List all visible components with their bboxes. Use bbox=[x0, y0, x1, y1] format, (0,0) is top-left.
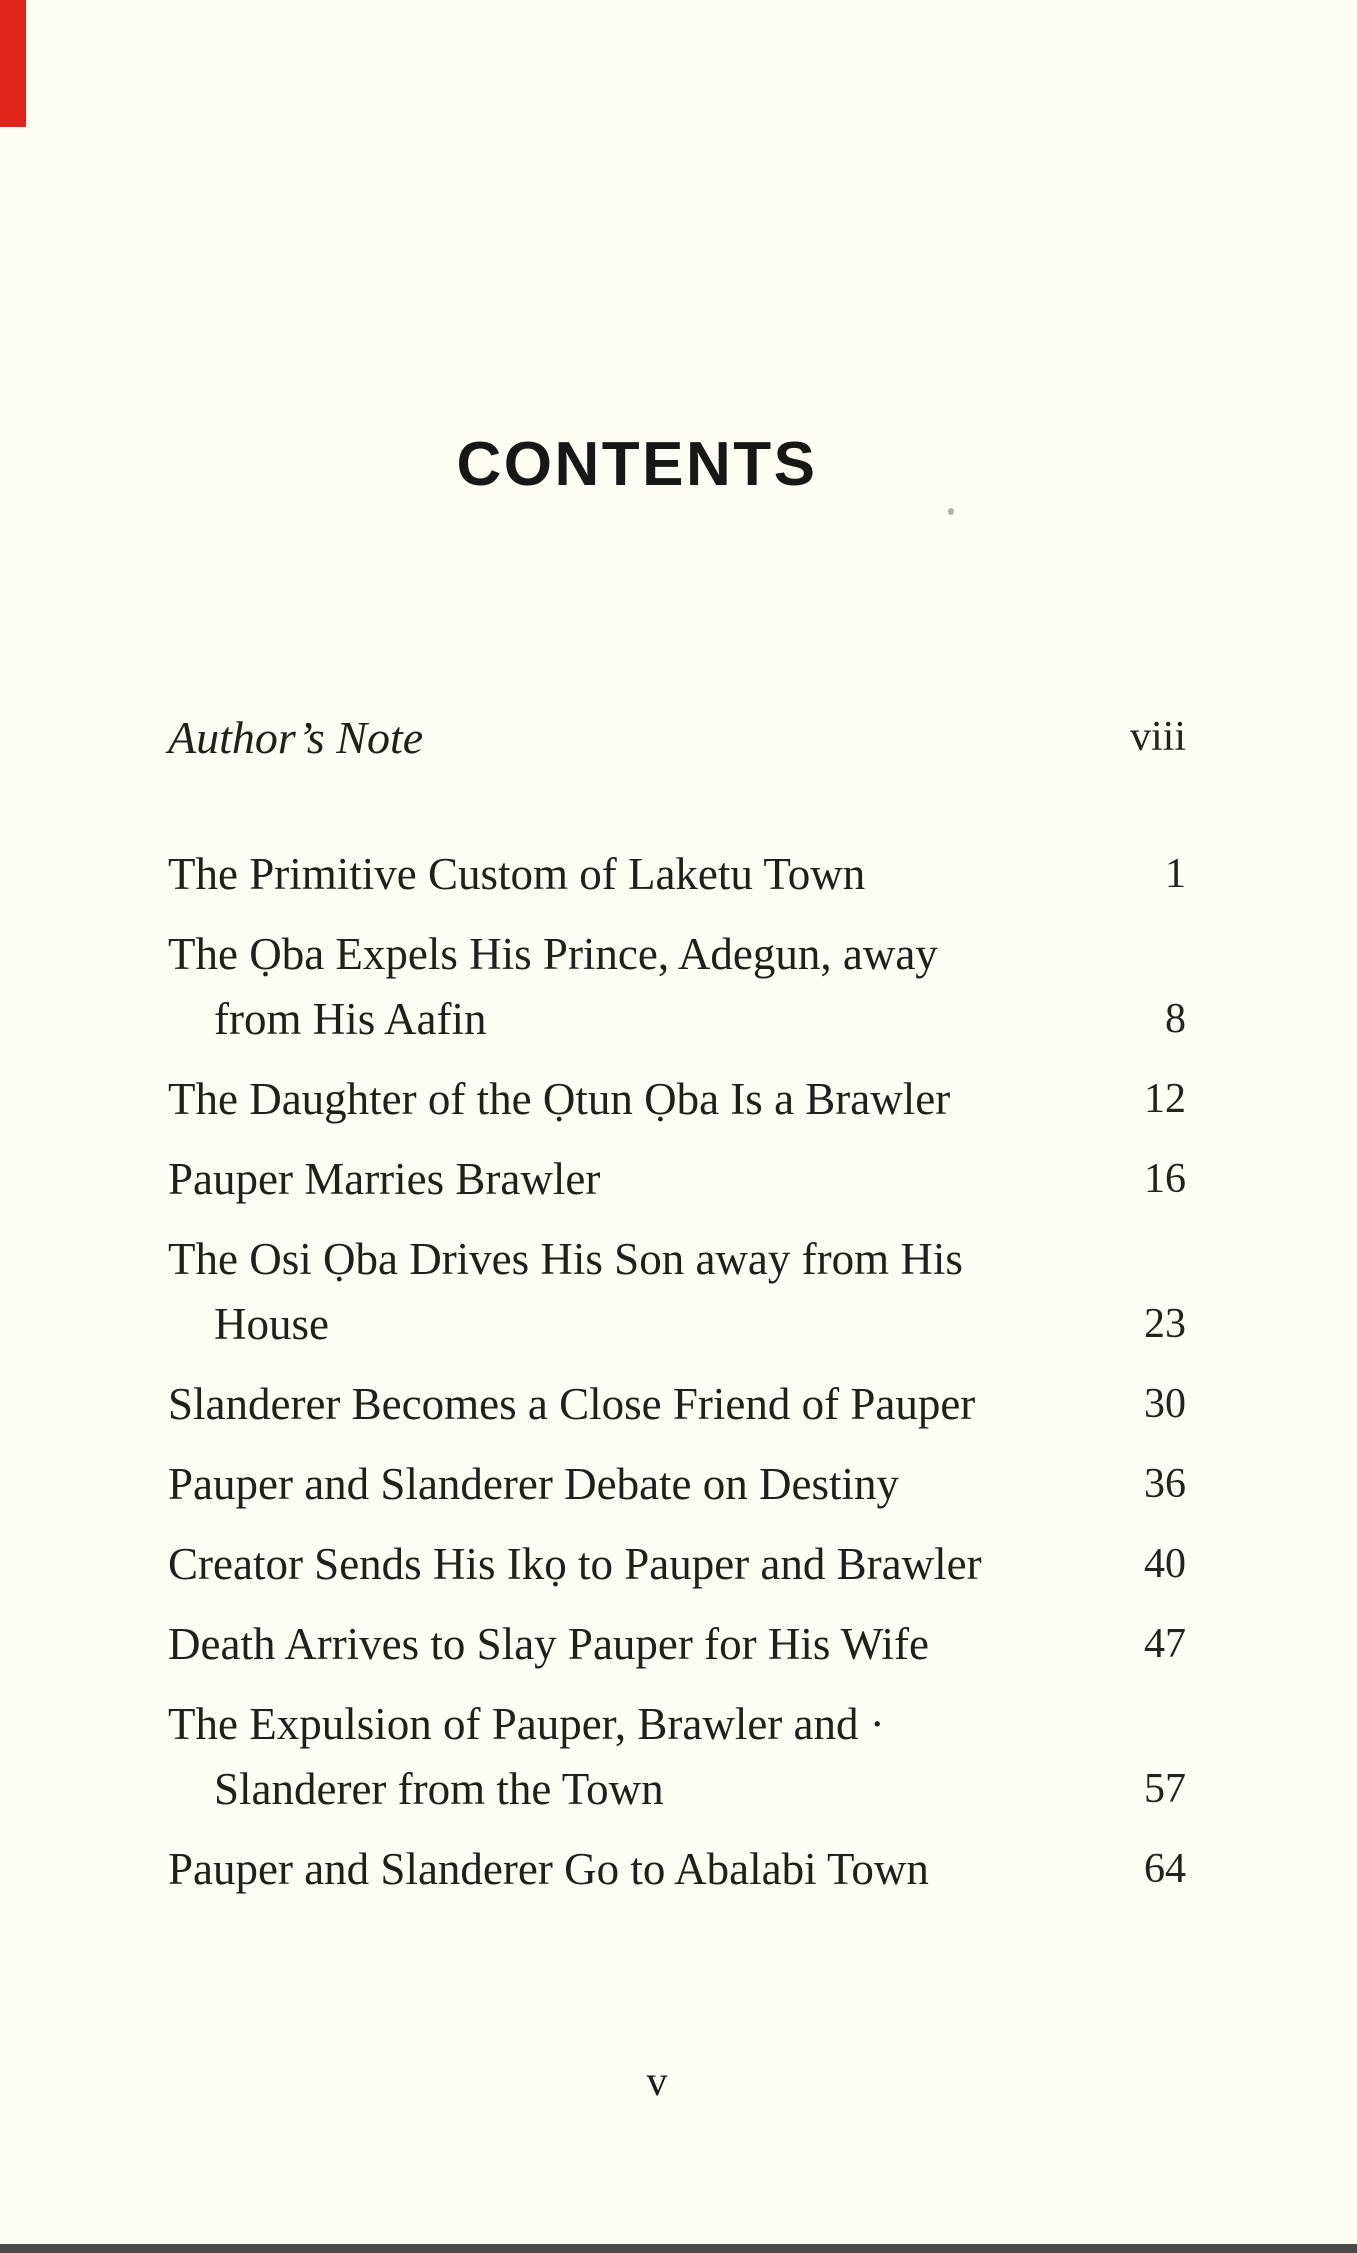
entry-page-number: 23 bbox=[1144, 1301, 1186, 1347]
toc-entry bbox=[168, 1067, 1186, 1132]
entry-page-number: 40 bbox=[1144, 1541, 1186, 1587]
entry-title bbox=[168, 1532, 982, 1597]
entry-title bbox=[168, 1452, 899, 1517]
toc-entry bbox=[168, 922, 1186, 1052]
entry-title bbox=[168, 1067, 950, 1132]
entry-line1: The Osi Ọba Drives His Son away from His bbox=[168, 1234, 963, 1284]
entry-page-number: 64 bbox=[1144, 1846, 1186, 1892]
entry-line1: Pauper and Slanderer Debate on Destiny bbox=[168, 1459, 900, 1509]
footer-page-number: v bbox=[646, 2059, 668, 2105]
scan-artifact-bottom-bar bbox=[0, 2244, 1357, 2253]
entry-title bbox=[168, 1227, 963, 1357]
toc-entry bbox=[168, 1612, 1186, 1677]
entry-line2: House bbox=[214, 1299, 329, 1349]
toc-entry bbox=[168, 1372, 1186, 1437]
scan-artifact-red-strip bbox=[0, 0, 26, 127]
page-title: CONTENTS bbox=[456, 430, 818, 499]
entry-page-number: 57 bbox=[1144, 1766, 1186, 1812]
entry-title bbox=[168, 1147, 600, 1212]
entry-page-number: 47 bbox=[1144, 1621, 1186, 1667]
entry-title bbox=[168, 922, 938, 1052]
toc-page bbox=[168, 0, 1186, 2115]
toc-entry bbox=[168, 1692, 1186, 1822]
front-matter-row bbox=[168, 705, 1186, 770]
toc-entry bbox=[168, 1532, 1186, 1597]
entry-line1: Pauper and Slanderer Go to Abalabi Town bbox=[168, 1844, 929, 1894]
front-matter-page-number: viii bbox=[1129, 714, 1186, 760]
entry-title bbox=[168, 1692, 885, 1822]
entry-page-number: 1 bbox=[1165, 851, 1186, 897]
entry-line1: The Expulsion of Pauper, Brawler and · bbox=[168, 1699, 885, 1749]
entry-title bbox=[168, 1837, 929, 1902]
entry-line1: The Primitive Custom of Laketu Town bbox=[168, 849, 866, 899]
entry-title bbox=[168, 1372, 975, 1437]
entry-page-number: 8 bbox=[1165, 996, 1186, 1042]
entry-page-number: 12 bbox=[1144, 1076, 1186, 1122]
entry-page-number: 16 bbox=[1144, 1156, 1186, 1202]
entry-line1: The Ọba Expels His Prince, Adegun, away bbox=[168, 929, 938, 979]
entry-page-number: 30 bbox=[1144, 1381, 1186, 1427]
entry-line1: Slanderer Becomes a Close Friend of Pauper bbox=[168, 1379, 976, 1429]
toc-list bbox=[168, 842, 1186, 1902]
entry-line1: Creator Sends His Ikọ to Pauper and Brawler bbox=[168, 1539, 982, 1589]
entry-line1: Death Arrives to Slay Pauper for His Wife bbox=[168, 1619, 929, 1669]
front-matter-label: Author’s Note bbox=[168, 712, 424, 763]
entry-line1: The Daughter of the Ọtun Ọba Is a Brawler bbox=[168, 1074, 951, 1124]
entry-title bbox=[168, 842, 865, 907]
toc-entry bbox=[168, 842, 1186, 907]
entry-line2: Slanderer from the Town bbox=[214, 1764, 664, 1814]
entry-page-number: 36 bbox=[1144, 1461, 1186, 1507]
toc-entry bbox=[168, 1147, 1186, 1212]
entry-line1: Pauper Marries Brawler bbox=[168, 1154, 601, 1204]
entry-title bbox=[168, 1612, 929, 1677]
toc-entry bbox=[168, 1227, 1186, 1357]
toc-entry bbox=[168, 1837, 1186, 1902]
toc-entry bbox=[168, 1452, 1186, 1517]
entry-line2: from His Aafin bbox=[214, 994, 487, 1044]
